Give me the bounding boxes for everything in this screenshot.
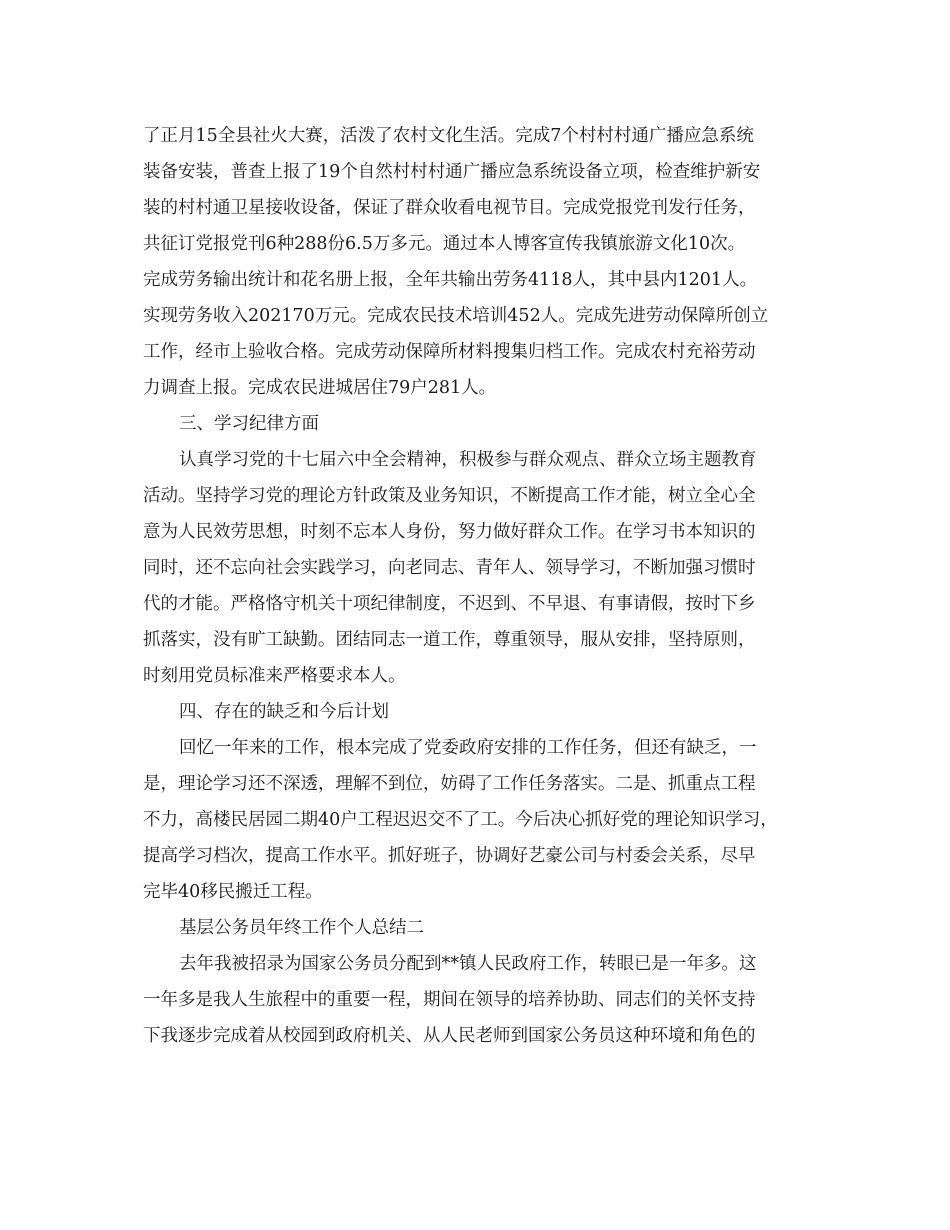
text-line: 代的才能。严格恪守机关十项纪律制度，不迟到、不早退、有事请假，按时下乡 bbox=[143, 594, 756, 614]
text-line: 不力，高楼民居园二期40户工程迟迟交不了工。今后决心抓好党的理论知识学习， bbox=[143, 810, 778, 830]
text-line: 四、存在的缺乏和今后计划 bbox=[179, 702, 389, 722]
text-line: 装备安装，普查上报了19个自然村村村通广播应急系统设备立项，检查维护新安 bbox=[143, 162, 761, 182]
text-line: 基层公务员年终工作个人总结二 bbox=[179, 918, 424, 938]
text-line: 工作，经市上验收合格。完成劳动保障所材料搜集归档工作。完成农村充裕劳动 bbox=[143, 342, 756, 362]
text-line: 认真学习党的十七届六中全会精神，积极参与群众观点、群众立场主题教育 bbox=[179, 450, 757, 470]
text-line: 一年多是我人生旅程中的重要一程，期间在领导的培养协助、同志们的关怀支持 bbox=[143, 990, 756, 1010]
text-line: 了正月15全县社火大赛，活泼了农村文化生活。完成7个村村村通广播应急系统 bbox=[143, 126, 754, 146]
text-line: 活动。坚持学习党的理论方针政策及业务知识，不断提高工作才能，树立全心全 bbox=[143, 486, 756, 506]
text-line: 实现劳务收入202170万元。完成农民技术培训452人。完成先进劳动保障所创立 bbox=[143, 306, 769, 326]
text-line: 完成劳务输出统计和花名册上报，全年共输出劳务4118人，其中县内1201人。 bbox=[143, 270, 758, 290]
text-line: 共征订党报党刊6种288份6.5万多元。通过本人博客宣传我镇旅游文化10次。 bbox=[143, 234, 746, 254]
text-line: 同时，还不忘向社会实践学习，向老同志、青年人、领导学习，不断加强习惯时 bbox=[143, 558, 756, 578]
text-line: 去年我被招录为国家公务员分配到**镇人民政府工作，转眼已是一年多。这 bbox=[179, 954, 757, 974]
text-line: 三、学习纪律方面 bbox=[179, 414, 319, 434]
text-line: 是，理论学习还不深透，理解不到位，妨碍了工作任务落实。二是、抓重点工程 bbox=[143, 774, 756, 794]
text-line: 抓落实，没有旷工缺勤。团结同志一道工作，尊重领导，服从安排，坚持原则， bbox=[143, 630, 756, 650]
document-body bbox=[143, 118, 823, 1054]
text-line: 装的村村通卫星接收设备，保证了群众收看电视节目。完成党报党刊发行任务， bbox=[143, 198, 756, 218]
text-line: 提高学习档次，提高工作水平。抓好班子，协调好艺豪公司与村委会关系，尽早 bbox=[143, 846, 756, 866]
text-line: 力调查上报。完成农民进城居住79户281人。 bbox=[143, 378, 497, 398]
text-line: 完毕40移民搬迁工程。 bbox=[143, 882, 323, 902]
text-line: 意为人民效劳思想，时刻不忘本人身份，努力做好群众工作。在学习书本知识的 bbox=[143, 522, 756, 542]
text-line: 时刻用党员标准来严格要求本人。 bbox=[143, 666, 406, 686]
text-line: 下我逐步完成着从校园到政府机关、从人民老师到国家公务员这种环境和角色的 bbox=[143, 1026, 756, 1046]
text-line: 回忆一年来的工作，根本完成了党委政府安排的工作任务，但还有缺乏，一 bbox=[179, 738, 757, 758]
